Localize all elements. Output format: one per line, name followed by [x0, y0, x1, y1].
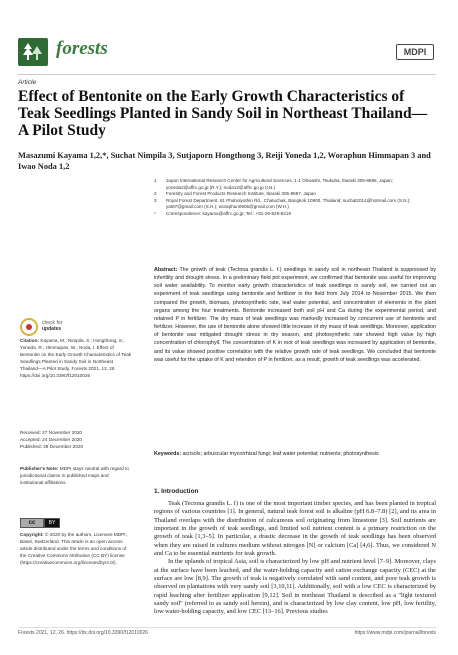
- footer-journal-link[interactable]: https://www.mdpi.com/journal/forests: [354, 630, 436, 636]
- citation-block: Citation: Kayama, M.; Nimpila, S.; Hongthong, S.; Yoneda, R.; Himmapan, W.; Noda, I. Effect of Bentonite on the Early Growth Characteristics of Teak Seedlings Planted in Sandy Soil in Northeast Thailand—A Pilot Study. Forests 2021, 12, 26. https://doi.org/10.3390/f12010026: [20, 338, 132, 378]
- section-heading-introduction: 1. Introduction: [154, 488, 199, 495]
- keywords-text: acrisols; arbuscular mycorrhizal fungi; leaf water potential; nutrients; photosynthesis: [182, 451, 379, 457]
- header-divider: [18, 74, 436, 75]
- published-date: Published: 28 December 2020: [20, 443, 84, 449]
- paper-title: Effect of Bentonite on the Early Growth Characteristics of Teak Seedlings Planted in Sandy Soil in Northeast Thailand—A Pilot Study: [18, 88, 428, 139]
- author-list: Masazumi Kayama 1,2,*, Suchat Nimpila 3, Sutjaporn Hongthong 3, Reiji Yoneda 1,2, Woraphun Himmapan 3 and Iwao Noda 1,2: [18, 151, 431, 171]
- page-footer: [18, 630, 436, 636]
- abstract-label: Abstract:: [154, 267, 178, 273]
- journal-logo: [18, 38, 48, 66]
- affiliations: [154, 178, 436, 218]
- journal-name: forests: [56, 38, 108, 59]
- affiliation-3: 3 Royal Forest Department, 61 Phaholyothin Rd., Chatuchak, Bangkok 10900, Thailand; suchat2014@hotmail.com (S.N.); yat87@gmail.com (S.H.); woraphun0905@gmail.com (W.H.): [154, 197, 411, 210]
- intro-paragraph-1: Teak (Tectona grandis L. f) is one of the most important timber species, and has been planted in tropical regions of various countries [1]. In general, natural teak forest soil is alkaline (pH 6.8–7.8) [2], and its area in Thailand overlaps with the distribution of calcareous soil originating from limestone [3]. Soil nutrients are important in the growth of teak seedlings, and limited soil nutrient content is a primary restriction on the growth of teak [1,3–5]. In particular, a drastic decrease in the growth of teak seedlings has been observed when they are raised in cultures medium without nitrogen [N] or calcium [Ca] [4,6]. Thus, we considered N and Ca to be essential nutrients for teak growth.: [154, 500, 436, 558]
- cc-by-icon[interactable]: BY: [44, 518, 60, 528]
- received-date: Received: 27 November 2020: [20, 430, 83, 435]
- dates-block: [20, 430, 132, 451]
- keywords-label: Keywords:: [154, 451, 182, 457]
- tree-logo-icon: [18, 38, 48, 66]
- accepted-date: Accepted: 24 December 2020: [20, 436, 83, 442]
- affiliation-1: 1 Japan International Research Center for Agricultural Sciences, 1-1 Ohwashi, Tsukuba, Ibaraki 305-8686, Japan; yoneda2@affrc.go.jp (R.Y.); noda12@affrc.go.jp (I.N.): [154, 178, 393, 190]
- introduction-body: [154, 500, 436, 617]
- cc-license-icon[interactable]: cc: [20, 518, 44, 528]
- updates-icon: [20, 318, 38, 336]
- abstract-text: The growth of teak (Tectona grandis L. f.) seedlings in sandy soil in northeast Thailand is suppressed by infertility and drought stress. In a preliminary field pot experiment, we confirmed that bentonite was useful for improving soil water availability. To monitor early growth characteristics of teak seedlings in sandy soil, we carried out an experiment of teak seedlings using bentonite and fertilizer in the field from July 2014 to November 2015. We then compared the growth, biomass, photosynthetic rate, leaf water potential, and concentration of elements in the plant organs among the four treatments. Bentonite increased both soil pH and Ca during the experimental period, and retained P in fertilizer. The dry mass of teak seedlings was markedly increased by concurrent use of bentonite and fertilizer. However, the use of bentonite alone showed little increase of dry mass of teak seedlings. Moreover, application of bentonite was mitigated drought stress in dry season, and photosynthetic rate showed high value by high concentration of chlorophyll. The concentration of K in root of teak seedlings was increased by application of bentonite, and its value showed positive correlation with the relative growth rate of teak seedlings. We concluded that bentonite was useful for the uptake of K and retention of P in fertilizer, as a result, growth of teak seedlings was accelerated.: [154, 267, 436, 363]
- intro-paragraph-2: In the uplands of tropical Asia, soil is characterized by low pH and nutrient level [7–9]. Moreover, clays at the surface have been leached, and the water-holding capacity and cation exchange capacity (CEC) at the surface are low [8,9]. The growth of teak is negatively correlated with sand content, and poor teak growth is observed on plantations with very sandy soil [3,10,11]. Additionally, soil with a low CEC is characterized by rapid leaching after fertilizer application [9,12]. Soil in northeast Thailand is described as a "light textured sandy soil" (referred to as sandy soil herein), and is characterized by low clay content, low pH, low fertility, low water-holding capacity, and low CEC [13–16]. Previous studies: [154, 558, 436, 616]
- copyright-block: Copyright: © 2020 by the authors. Licensee MDPI, Basel, Switzerland. This article is an open access article distributed under the terms and conditions of the Creative Commons Attribution (CC BY) license (https://creativecommons.org/licenses/by/4.0/).: [20, 532, 127, 565]
- publisher-note: Publisher's Note: MDPI stays neutral with regard to jurisdictional claims in published maps and institutional affiliations.: [20, 466, 129, 485]
- keywords: [154, 450, 436, 458]
- affiliation-2: 2 Forestry and Forest Products Research Institute, Ibaraki 305-8687, Japan: [154, 191, 316, 197]
- correspondence: * Correspondence: kayama@affrc.go.jp; Tel.: +81-29-829-8219: [154, 210, 291, 216]
- footer-citation: Forests 2021, 12, 26. https://dx.doi.org/10.3390/f12010026: [18, 630, 149, 636]
- footer-divider: [18, 627, 436, 628]
- publisher-logo: MDPI: [396, 44, 434, 60]
- abstract: [154, 266, 436, 364]
- article-type: Article: [18, 79, 37, 86]
